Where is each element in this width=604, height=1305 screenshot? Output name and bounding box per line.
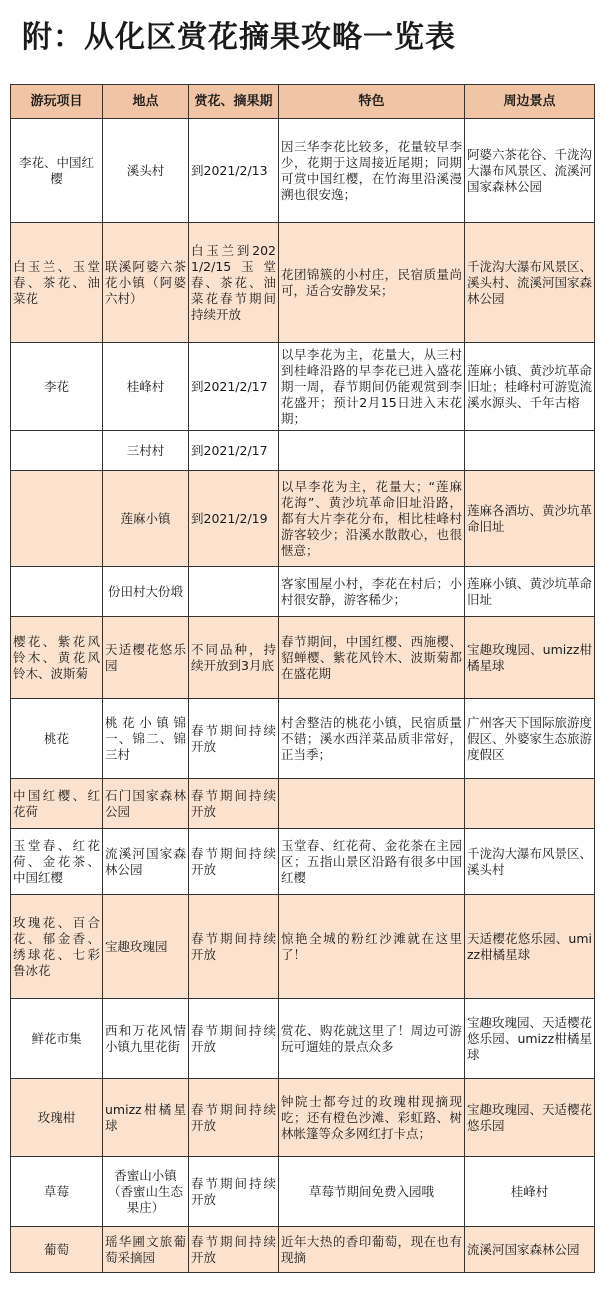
period-cell: 到2021/2/17 bbox=[189, 343, 279, 431]
nearby-cell: 莲麻小镇、黄沙坑革命旧址 bbox=[465, 567, 595, 617]
feature-cell: 钟院士都夸过的玫瑰柑现摘现吃；还有橙色沙滩、彩虹路、树林帐篷等众多网红打卡点； bbox=[279, 1079, 465, 1157]
place-cell: 联溪阿婆六茶花小镇（阿婆六村） bbox=[103, 223, 189, 343]
place-cell: 西和万花风情小镇九里花街 bbox=[103, 999, 189, 1079]
table-row bbox=[11, 779, 595, 829]
feature-cell bbox=[279, 431, 465, 471]
feature-cell: 玉堂春、红花荷、金花茶在主园区；五指山景区沿路有很多中国红樱 bbox=[279, 829, 465, 895]
header-cell: 游玩项目 bbox=[11, 85, 103, 119]
place-cell: 桃花小镇锦一、锦二、锦三村 bbox=[103, 699, 189, 779]
table-row bbox=[11, 119, 595, 223]
table-row bbox=[11, 223, 595, 343]
period-cell: 春节期间持续开放 bbox=[189, 1227, 279, 1273]
place-cell: 三村村 bbox=[103, 431, 189, 471]
table-row bbox=[11, 895, 595, 999]
nearby-cell: 宝趣玫瑰园、天适樱花悠乐园 bbox=[465, 1079, 595, 1157]
item-cell: 草莓 bbox=[11, 1157, 103, 1227]
place-cell: umizz柑橘星球 bbox=[103, 1079, 189, 1157]
item-cell bbox=[11, 471, 103, 567]
table-row bbox=[11, 999, 595, 1079]
table-row bbox=[11, 567, 595, 617]
place-cell: 香蜜山小镇（香蜜山生态果庄） bbox=[103, 1157, 189, 1227]
feature-cell: 以早李花为主，花量大，从三村到桂峰沿路的早李花已进入盛花期一周，春节期间仍能观赏到李花盛开；预计2月15日进入末花期； bbox=[279, 343, 465, 431]
feature-cell: 因三华李花比较多，花量较早李少，花期于这周接近尾期；同期可赏中国红樱，在竹海里沿溪漫溯也很安逸； bbox=[279, 119, 465, 223]
table-row bbox=[11, 471, 595, 567]
place-cell: 桂峰村 bbox=[103, 343, 189, 431]
period-cell: 到2021/2/19 bbox=[189, 471, 279, 567]
feature-cell: 草莓节期间免费入园哦 bbox=[279, 1157, 465, 1227]
feature-cell bbox=[279, 779, 465, 829]
table-row bbox=[11, 699, 595, 779]
item-cell: 中国红樱、红花荷 bbox=[11, 779, 103, 829]
place-cell: 石门国家森林公园 bbox=[103, 779, 189, 829]
table-row bbox=[11, 431, 595, 471]
period-cell: 春节期间持续开放 bbox=[189, 1157, 279, 1227]
period-cell: 春节期间持续开放 bbox=[189, 779, 279, 829]
nearby-cell: 广州客天下国际旅游度假区、外婆家生态旅游度假区 bbox=[465, 699, 595, 779]
feature-cell: 赏花、购花就这里了！周边可游玩可遛娃的景点众多 bbox=[279, 999, 465, 1079]
place-cell: 莲麻小镇 bbox=[103, 471, 189, 567]
feature-cell: 花团锦簇的小村庄，民宿质量尚可，适合安静发呆； bbox=[279, 223, 465, 343]
item-cell: 李花 bbox=[11, 343, 103, 431]
nearby-cell: 千泷沟大瀑布风景区、溪头村、流溪河国家森林公园 bbox=[465, 223, 595, 343]
guide-table bbox=[10, 84, 595, 1273]
item-cell bbox=[11, 567, 103, 617]
period-cell: 春节期间持续开放 bbox=[189, 699, 279, 779]
feature-cell: 客家围屋小村，李花在村后；小村很安静，游客稀少； bbox=[279, 567, 465, 617]
period-cell: 白玉兰到2021/2/15玉堂春、茶花、油菜花春节期间持续开放 bbox=[189, 223, 279, 343]
period-cell: 春节期间持续开放 bbox=[189, 1079, 279, 1157]
item-cell: 玫瑰花、百合花、郁金香、绣球花、七彩鲁冰花 bbox=[11, 895, 103, 999]
period-cell: 不同品种，持续开放到3月底 bbox=[189, 617, 279, 699]
place-cell: 天适樱花悠乐园 bbox=[103, 617, 189, 699]
nearby-cell: 流溪河国家森林公园 bbox=[465, 1227, 595, 1273]
item-cell: 玫瑰柑 bbox=[11, 1079, 103, 1157]
item-cell: 鲜花市集 bbox=[11, 999, 103, 1079]
header-cell: 赏花、摘果期 bbox=[189, 85, 279, 119]
place-cell: 宝趣玫瑰园 bbox=[103, 895, 189, 999]
feature-cell: 惊艳全城的粉红沙滩就在这里了！ bbox=[279, 895, 465, 999]
table-header-row bbox=[11, 85, 595, 119]
nearby-cell: 莲麻各酒坊、黄沙坑革命旧址 bbox=[465, 471, 595, 567]
feature-cell: 以早李花为主，花量大；“莲麻花海”、黄沙坑革命旧址沿路，都有大片李花分布，相比桂峰村游客较少；沿溪水散散心，也很惬意； bbox=[279, 471, 465, 567]
page-title: 附：从化区赏花摘果攻略一览表 bbox=[22, 20, 456, 55]
nearby-cell: 莲麻小镇、黄沙坑革命旧址；桂峰村可游览流溪水源头、千年古榕 bbox=[465, 343, 595, 431]
nearby-cell: 天适樱花悠乐园、umizz柑橘星球 bbox=[465, 895, 595, 999]
feature-cell: 近年大热的香印葡萄，现在也有现摘 bbox=[279, 1227, 465, 1273]
period-cell bbox=[189, 567, 279, 617]
item-cell: 樱花、紫花风铃木、黄花风铃木、波斯菊 bbox=[11, 617, 103, 699]
feature-cell: 春节期间，中国红樱、西施樱、貂蝉樱、紫花风铃木、波斯菊都在盛花期 bbox=[279, 617, 465, 699]
item-cell bbox=[11, 431, 103, 471]
period-cell: 到2021/2/13 bbox=[189, 119, 279, 223]
nearby-cell: 千泷沟大瀑布风景区、溪头村 bbox=[465, 829, 595, 895]
item-cell: 葡萄 bbox=[11, 1227, 103, 1273]
header-cell: 特色 bbox=[279, 85, 465, 119]
place-cell: 溪头村 bbox=[103, 119, 189, 223]
nearby-cell: 阿婆六茶花谷、千泷沟大瀑布风景区、流溪河国家森林公园 bbox=[465, 119, 595, 223]
table-row bbox=[11, 829, 595, 895]
nearby-cell: 宝趣玫瑰园、umizz柑橘星球 bbox=[465, 617, 595, 699]
table-row bbox=[11, 1079, 595, 1157]
item-cell: 玉堂春、红花荷、金花茶、中国红樱 bbox=[11, 829, 103, 895]
place-cell: 瑶华圃文旅葡萄采摘园 bbox=[103, 1227, 189, 1273]
period-cell: 春节期间持续开放 bbox=[189, 895, 279, 999]
place-cell: 份田村大份塅 bbox=[103, 567, 189, 617]
table-row bbox=[11, 343, 595, 431]
place-cell: 流溪河国家森林公园 bbox=[103, 829, 189, 895]
period-cell: 到2021/2/17 bbox=[189, 431, 279, 471]
item-cell: 李花、中国红樱 bbox=[11, 119, 103, 223]
header-cell: 周边景点 bbox=[465, 85, 595, 119]
nearby-cell: 桂峰村 bbox=[465, 1157, 595, 1227]
nearby-cell bbox=[465, 431, 595, 471]
item-cell: 白玉兰、玉堂春、茶花、油菜花 bbox=[11, 223, 103, 343]
table-row bbox=[11, 1157, 595, 1227]
header-cell: 地点 bbox=[103, 85, 189, 119]
nearby-cell: 宝趣玫瑰园、天适樱花悠乐园、umizz柑橘星球 bbox=[465, 999, 595, 1079]
table-row bbox=[11, 1227, 595, 1273]
nearby-cell bbox=[465, 779, 595, 829]
table-row bbox=[11, 617, 595, 699]
period-cell: 春节期间持续开放 bbox=[189, 829, 279, 895]
item-cell: 桃花 bbox=[11, 699, 103, 779]
feature-cell: 村舍整洁的桃花小镇，民宿质量不错；溪水西洋菜品质非常好，正当季； bbox=[279, 699, 465, 779]
period-cell: 春节期间持续开放 bbox=[189, 999, 279, 1079]
